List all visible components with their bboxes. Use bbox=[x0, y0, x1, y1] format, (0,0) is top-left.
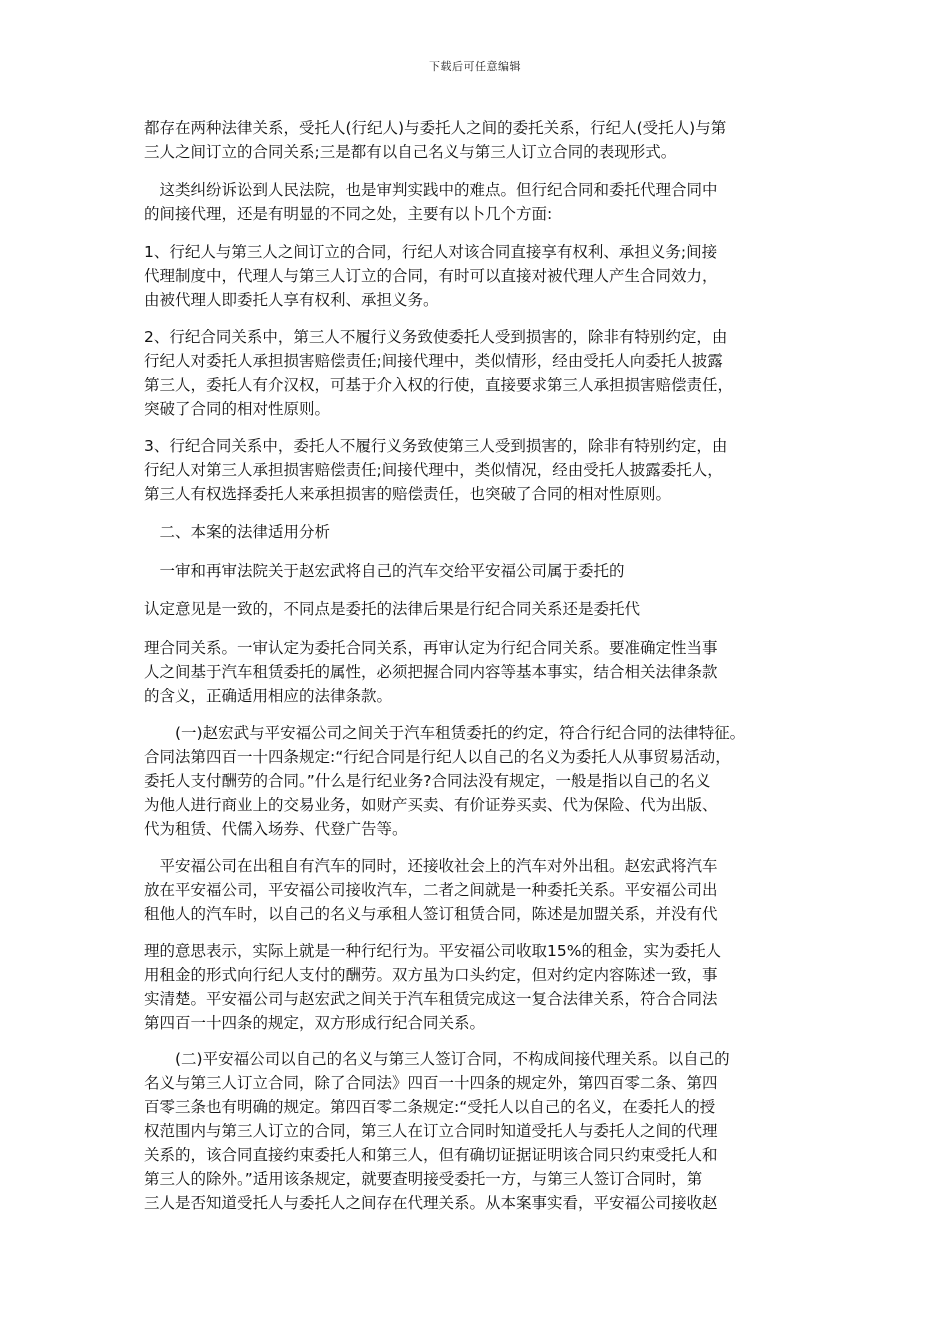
text-line: 第三人有权选择委托人来承担损害的赔偿责任，也突破了合同的相对性原则。 bbox=[144, 485, 672, 503]
text-line: 代理制度中，代理人与第三人订立的合同，有时可以直接对被代理人产生合同效力， bbox=[144, 267, 718, 285]
text-line: 第三人的除外。”适用该条规定，就要查明接受委托一方，与第三人签订合同时，第 bbox=[144, 1170, 703, 1188]
paragraph-8 bbox=[144, 636, 824, 708]
text-line: (二)平安福公司以自己的名义与第三人签订合同，不构成间接代理关系。以自己的 bbox=[144, 1050, 730, 1068]
paragraph-4 bbox=[144, 325, 824, 421]
paragraph-7 bbox=[144, 597, 824, 621]
text-line: 三人是否知道受托人与委托人之间存在代理关系。从本案事实看，平安福公司接收赵 bbox=[144, 1194, 718, 1212]
text-line: 2、行纪合同关系中，第三人不履行义务致使委托人受到损害的，除非有特别约定，由 bbox=[144, 328, 728, 346]
paragraph-10 bbox=[144, 854, 824, 926]
text-line: 认定意见是一致的，不同点是委托的法律后果是行纪合同关系还是委托代 bbox=[144, 600, 641, 618]
text-line: 1、行纪人与第三人之间订立的合同，行纪人对该合同直接享有权利、承担义务;间接 bbox=[144, 243, 718, 261]
text-line: 合同法第四百一十四条规定:“行纪合同是行纪人以自己的名义为委托人从事贸易活动， bbox=[144, 748, 731, 766]
text-line: 平安福公司在出租自有汽车的同时，还接收社会上的汽车对外出租。赵宏武将汽车 bbox=[144, 857, 718, 875]
text-line: 租他人的汽车时，以自己的名义与承租人签订租赁合同，陈述是加盟关系，并没有代 bbox=[144, 905, 718, 923]
section-heading bbox=[144, 520, 824, 544]
text-line: 关系的，该合同直接约束委托人和第三人，但有确切证据证明该合同只约束受托人和 bbox=[144, 1146, 718, 1164]
text-line: 理的意思表示，实际上就是一种行纪行为。平安福公司收取15%的租金，实为委托人 bbox=[144, 942, 721, 960]
text-line: 名义与第三人订立合同，除了合同法》四百一十四条的规定外，第四百零二条、第四 bbox=[144, 1074, 718, 1092]
paragraph-5 bbox=[144, 434, 824, 506]
page-header: 下载后可任意编辑 bbox=[429, 60, 521, 73]
text-line: 第四百一十四条的规定，双方形成行纪合同关系。 bbox=[144, 1014, 486, 1032]
text-line: 由被代理人即委托人享有权利、承担义务。 bbox=[144, 291, 439, 309]
text-line: 的间接代理，还是有明显的不同之处，主要有以卜几个方面: bbox=[144, 205, 553, 223]
paragraph-6 bbox=[144, 559, 824, 583]
paragraph-11 bbox=[144, 939, 824, 1035]
text-line: 突破了合同的相对性原则。 bbox=[144, 400, 331, 418]
text-line: 行纪人对委托人承担损害赔偿责任;间接代理中，类似情形，经由受托人向委托人披露 bbox=[144, 352, 723, 370]
text-line: 权范围内与第三人订立的合同，第三人在订立合同时知道受托人与委托人之间的代理 bbox=[144, 1122, 718, 1140]
paragraph-9 bbox=[144, 721, 824, 841]
text-line: 的含义，正确适用相应的法律条款。 bbox=[144, 687, 393, 705]
text-line: 3、行纪合同关系中，委托人不履行义务致使第三人受到损害的，除非有特别约定，由 bbox=[144, 437, 728, 455]
text-line: 这类纠纷诉讼到人民法院，也是审判实践中的难点。但行纪合同和委托代理合同中 bbox=[144, 181, 718, 199]
paragraph-3 bbox=[144, 240, 824, 312]
text-line: 放在平安福公司，平安福公司接收汽车，二者之间就是一种委托关系。平安福公司出 bbox=[144, 881, 718, 899]
text-line: 用租金的形式向行纪人支付的酬劳。双方虽为口头约定，但对约定内容陈述一致，事 bbox=[144, 966, 718, 984]
text-line: 为他人进行商业上的交易业务，如财产买卖、有价证券买卖、代为保险、代为出版、 bbox=[144, 796, 718, 814]
text-line: 代为租赁、代儒入场券、代登广告等。 bbox=[144, 820, 408, 838]
text-line: 都存在两种法律关系，受托人(行纪人)与委托人之间的委托关系，行纪人(受托人)与第 bbox=[144, 119, 727, 137]
text-line: 行纪人对第三人承担损害赔偿责任;间接代理中，类似情况，经由受托人披露委托人， bbox=[144, 461, 723, 479]
text-line: 二、本案的法律适用分析 bbox=[144, 523, 331, 541]
text-line: 一审和再审法院关于赵宏武将自己的汽车交给平安福公司属于委托的 bbox=[144, 562, 625, 580]
text-line: 百零三条也有明确的规定。第四百零二条规定:“受托人以自己的名义，在委托人的授 bbox=[144, 1098, 716, 1116]
text-line: 理合同关系。一审认定为委托合同关系，再审认定为行纪合同关系。要准确定性当事 bbox=[144, 639, 718, 657]
paragraph-1 bbox=[144, 116, 824, 164]
paragraph-12 bbox=[144, 1047, 824, 1215]
text-line: 第三人，委托人有介汉权，可基于介入权的行使，直接要求第三人承担损害赔偿责任， bbox=[144, 376, 734, 394]
text-line: (一)赵宏武与平安福公司之间关于汽车租赁委托的约定，符合行纪合同的法律特征。 bbox=[144, 724, 746, 742]
text-line: 人之间基于汽车租赁委托的属性，必须把握合同内容等基本事实，结合相关法律条款 bbox=[144, 663, 718, 681]
paragraph-2 bbox=[144, 178, 824, 226]
text-line: 委托人支付酬劳的合同。”什么是行纪业务?合同法没有规定，一般是指以自己的名义 bbox=[144, 772, 711, 790]
text-line: 实清楚。平安福公司与赵宏武之间关于汽车租赁完成这一复合法律关系，符合合同法 bbox=[144, 990, 718, 1008]
text-line: 三人之间订立的合同关系;三是都有以自己名义与第三人订立合同的表现形式。 bbox=[144, 143, 677, 161]
